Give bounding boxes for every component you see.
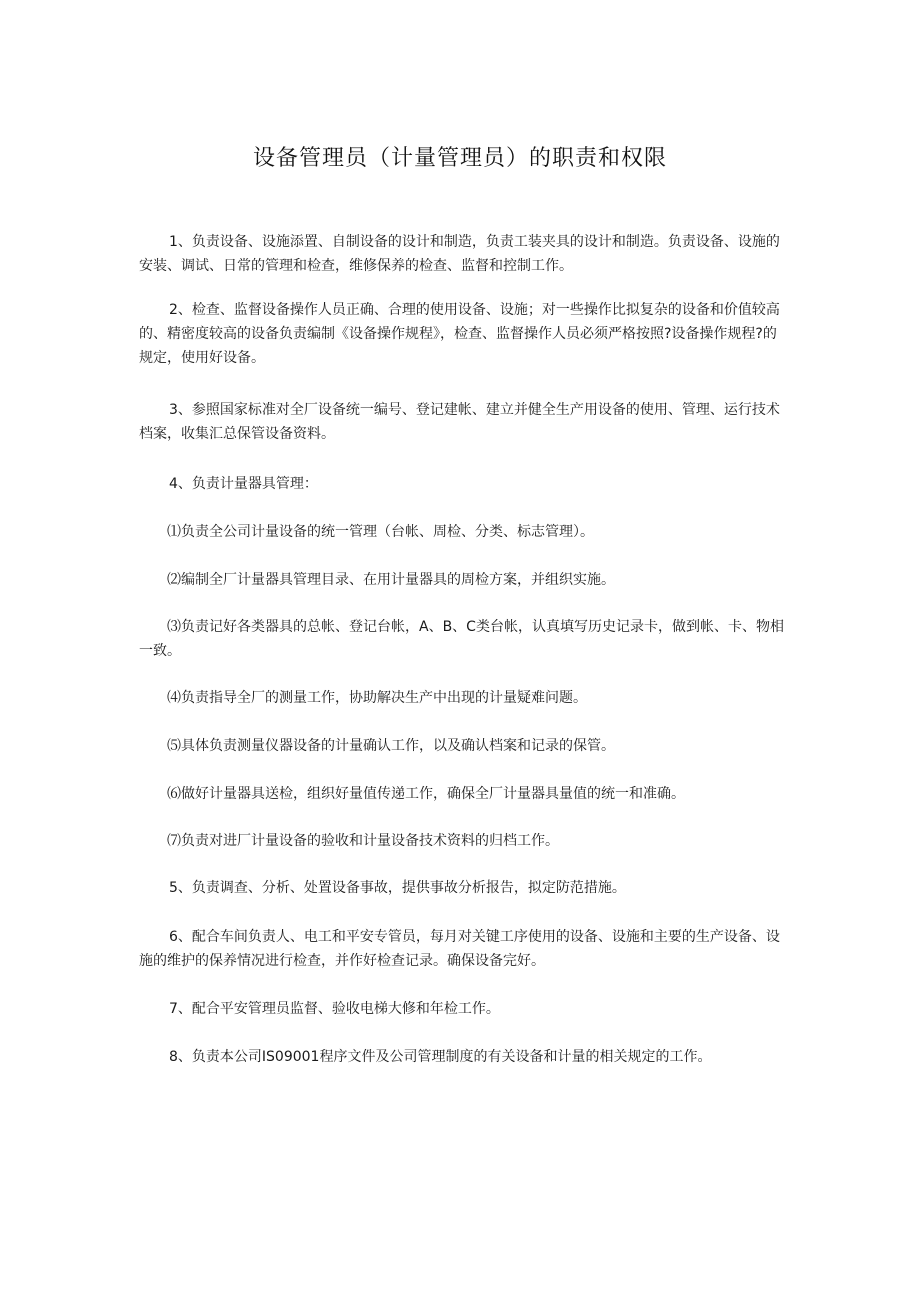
- sub-item-2: ⑵编制全厂计量器具管理目录、在用计量器具的周检方案，并组织实施。: [167, 572, 615, 588]
- sub-item-1: ⑴负责全公司计量设备的统一管理（台帐、周检、分类、标志管理）。: [167, 524, 594, 540]
- paragraph-7: 7、配合平安管理员监督、验收电梯大修和年检工作。: [169, 1001, 500, 1017]
- paragraph-8: 8、负责本公司IS09001程序文件及公司管理制度的有关设备和计量的相关规定的工作。: [169, 1049, 712, 1065]
- paragraph-2: 2、检查、监督设备操作人员正确、合理的使用设备、设施；对一些操作比拟复杂的设备和价值较高的、精密度较高的设备负责编制《设备操作规程》，检查、监督操作人员必须严格按照?设备操作规程?的规定，使用好设备。: [139, 302, 780, 366]
- sub-item-3: ⑶负责记好各类器具的总帐、登记台帐，A、B、C类台帐，认真填写历史记录卡，做到帐、卡、物相一致。: [139, 619, 784, 659]
- paragraph-3: 3、参照国家标准对全厂设备统一编号、登记建帐、建立并健全生产用设备的使用、管理、运行技术档案，收集汇总保管设备资料。: [139, 402, 780, 442]
- document-title: 设备管理员（计量管理员）的职责和权限: [252, 146, 667, 171]
- paragraph-1: 1、负责设备、设施添置、自制设备的设计和制造，负责工装夹具的设计和制造。负责设备、设施的安装、调试、日常的管理和检查，维修保养的检查、监督和控制工作。: [139, 234, 780, 274]
- sub-item-4: ⑷负责指导全厂的测量工作，协助解决生产中出现的计量疑难问题。: [167, 690, 587, 706]
- paragraph-6: 6、配合车间负责人、电工和平安专管员，每月对关键工序使用的设备、设施和主要的生产设备、设施的维护的保养情况进行检查，并作好检查记录。确保设备完好。: [139, 929, 780, 969]
- sub-item-6: ⑹做好计量器具送检，组织好量值传递工作，确保全厂计量器具量值的统一和准确。: [167, 786, 685, 802]
- paragraph-5: 5、负责调查、分析、处置设备事故，提供事故分析报告，拟定防范措施。: [169, 880, 626, 896]
- paragraph-4: 4、负责计量器具管理：: [169, 476, 318, 492]
- sub-item-7: ⑺负责对进厂计量设备的验收和计量设备技术资料的归档工作。: [167, 833, 559, 849]
- sub-item-5: ⑸具体负责测量仪器设备的计量确认工作，以及确认档案和记录的保管。: [167, 738, 615, 754]
